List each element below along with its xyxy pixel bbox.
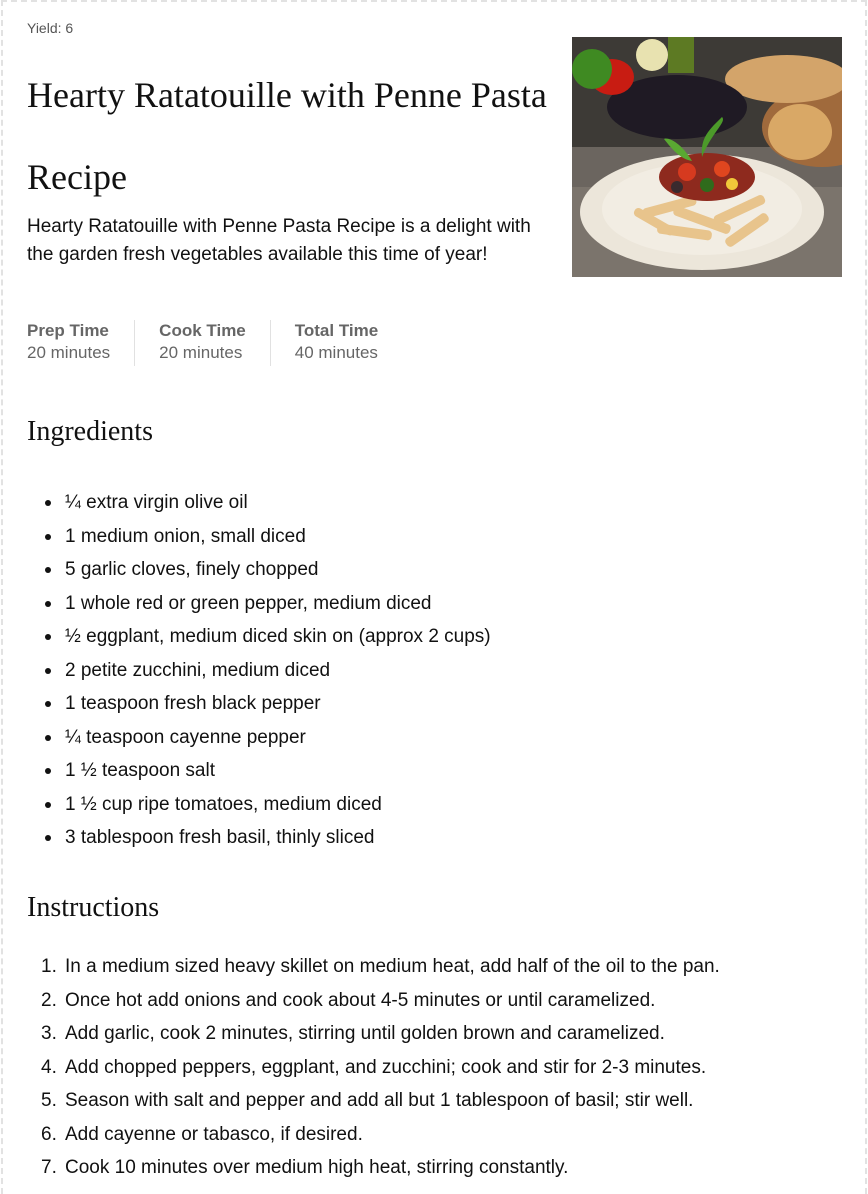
step-text: Season with salt and pepper and add all but 1 tablespoon of basil; stir well. [65,1090,694,1111]
step-number: 6. [41,1123,57,1145]
instruction-step [41,1051,720,1085]
step-text: Cook 10 minutes over medium high heat, stirring constantly. [65,1157,569,1178]
ratatouille-photo-illustration [572,37,842,277]
ingredient-item: 1 medium onion, small diced [65,520,491,554]
step-number: 3. [41,1023,57,1044]
ingredient-item: ¼ extra virgin olive oil [65,486,491,520]
recipe-title: Hearty Ratatouille with Penne Pasta Recipe [27,75,547,197]
ingredient-item: ¼ teaspoon cayenne pepper [65,721,491,755]
instructions-list [27,950,720,1185]
total-time-label: Total Time [294,321,379,340]
total-time [295,320,402,366]
ingredient-item: 1 ½ teaspoon salt [65,754,491,788]
prep-time [27,320,135,366]
step-number: 2. [41,989,57,1011]
recipe-times [27,320,426,366]
step-text: Add cayenne or tabasco, if desired. [65,1123,363,1145]
cook-time-label: Cook Time [159,321,246,340]
recipe-yield: Yield: 6 [27,20,74,36]
recipe-summary: Hearty Ratatouille with Penne Pasta Recipe is a delight with the garden fresh vegetables available this time of year! [27,216,531,265]
ingredient-item: 1 whole red or green pepper, medium diced [65,587,491,621]
recipe-card [1,0,867,1194]
instruction-step [41,1151,720,1185]
prep-time-label: Prep Time [27,321,109,340]
total-time-value: 40 minutes [294,343,378,362]
step-text: Add garlic, cook 2 minutes, stirring until golden brown and caramelized. [65,1023,665,1044]
ingredients-heading: Ingredients [27,416,153,447]
instruction-step [41,1084,720,1118]
ingredients-list [27,486,491,855]
ingredient-item: 3 tablespoon fresh basil, thinly sliced [65,821,491,855]
cook-time [159,320,271,366]
instruction-step [41,1017,720,1051]
step-text: Once hot add onions and cook about 4-5 minutes or until caramelized. [65,989,656,1011]
ingredient-item: 1 ½ cup ripe tomatoes, medium diced [65,788,491,822]
cook-time-value: 20 minutes [159,343,243,362]
step-number: 5. [41,1090,57,1111]
step-number: 4. [41,1056,57,1078]
step-number: 1. [41,956,57,977]
ingredient-item: 2 petite zucchini, medium diced [65,654,491,688]
recipe-photo[interactable] [572,37,842,277]
step-text: In a medium sized heavy skillet on medium heat, add half of the oil to the pan. [65,956,720,977]
step-text: Add chopped peppers, eggplant, and zucchini; cook and stir for 2-3 minutes. [65,1056,707,1078]
instruction-step [41,950,720,984]
instruction-step [41,1118,720,1152]
ingredient-item: 5 garlic cloves, finely chopped [65,553,491,587]
ingredient-item: 1 teaspoon fresh black pepper [65,687,491,721]
instruction-step [41,984,720,1018]
ingredient-item: ½ eggplant, medium diced skin on (approx 2 cups) [65,620,491,654]
instructions-heading: Instructions [27,892,160,923]
prep-time-value: 20 minutes [27,343,111,362]
step-number: 7. [41,1157,57,1178]
